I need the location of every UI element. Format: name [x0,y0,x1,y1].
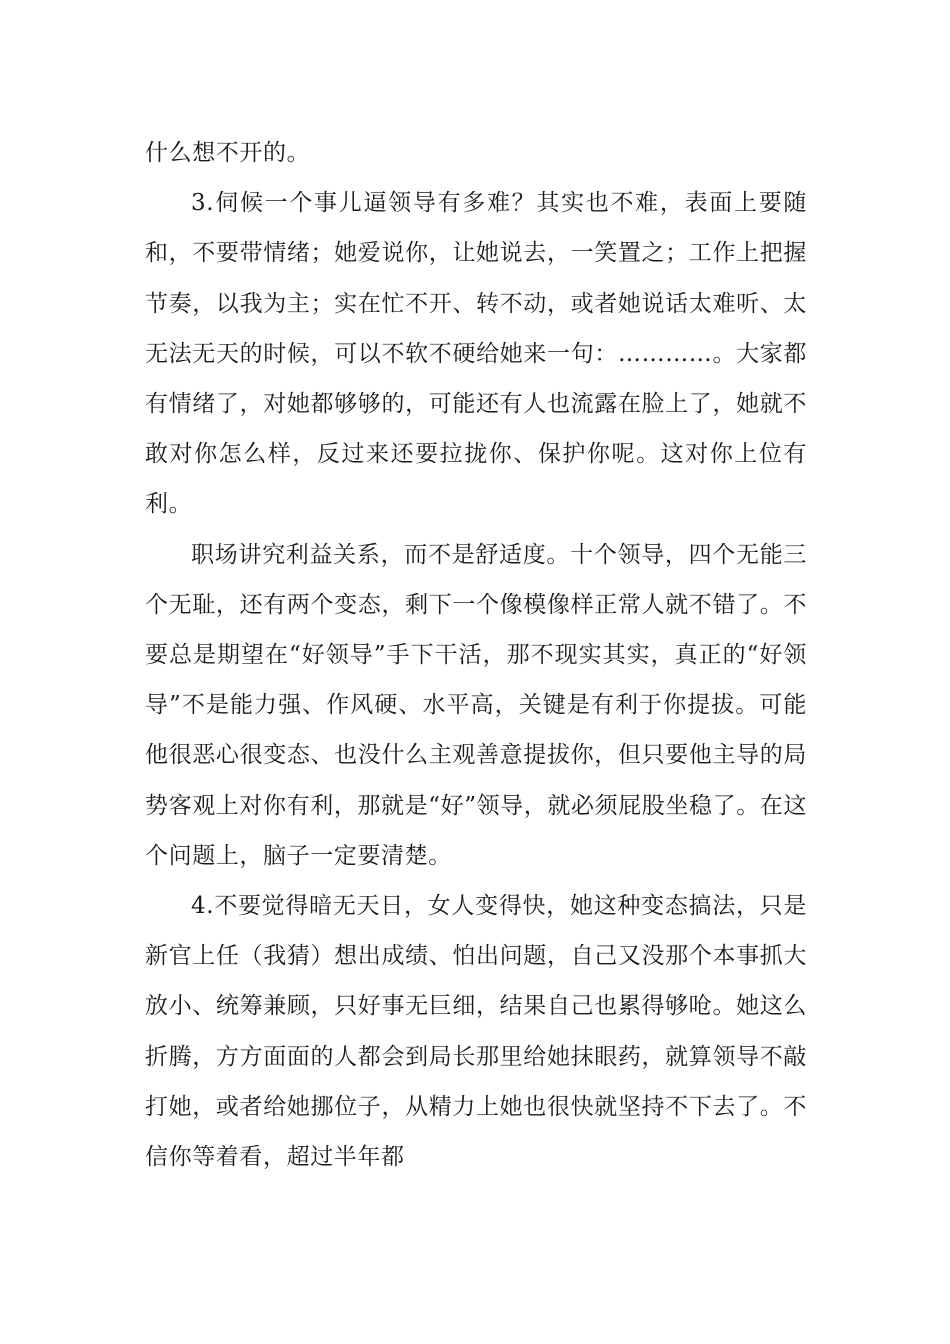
paragraph-continuation: 什么想不开的。 [145,140,311,166]
paragraph-workplace-interests: 职场讲究利益关系，而不是舒适度。十个领导，四个无能三个无耻，还有两个变态，剩下一个像模像样正常人就不错了。不要总是期望在“好领导”手下干活，那不现实其实，真正的“好领导”不是能力强、作风硬、水平高，关键是有利于你提拔。可能他很恶心很变态、也没什么主观善意提拔你，但只要他主导的局势客观上对你有利，那就是“好”领导，就必须屁股坐稳了。在这个问题上，脑子一定要清楚。 [145,541,807,869]
paragraph-point-4: 4.不要觉得暗无天日，女人变得快，她这种变态搞法，只是新官上任（我猜）想出成绩、怕出问题，自己又没那个本事抓大放小、统筹兼顾，只好事无巨细，结果自己也累得够呛。她这么折腾，方方面面的人都会到局长那里给她抹眼药，就算领导不敲打她，或者给她挪位子，从精力上她也很快就坚持不下去了。不信你等着看，超过半年都 [145,893,807,1171]
paragraph-point-3: 3.伺候一个事儿逼领导有多难？其实也不难，表面上要随和，不要带情绪；她爱说你，让她说去，一笑置之；工作上把握节奏，以我为主；实在忙不开、转不动，或者她说话太难听、太无法无天的时候，可以不软不硬给她来一句：…………。大家都有情绪了，对她都够够的，可能还有人也流露在脸上了，她就不敢对你怎么样，反过来还要拉拢你、保护你呢。这对你上位有利。 [145,190,807,518]
body-text [145,128,807,1182]
